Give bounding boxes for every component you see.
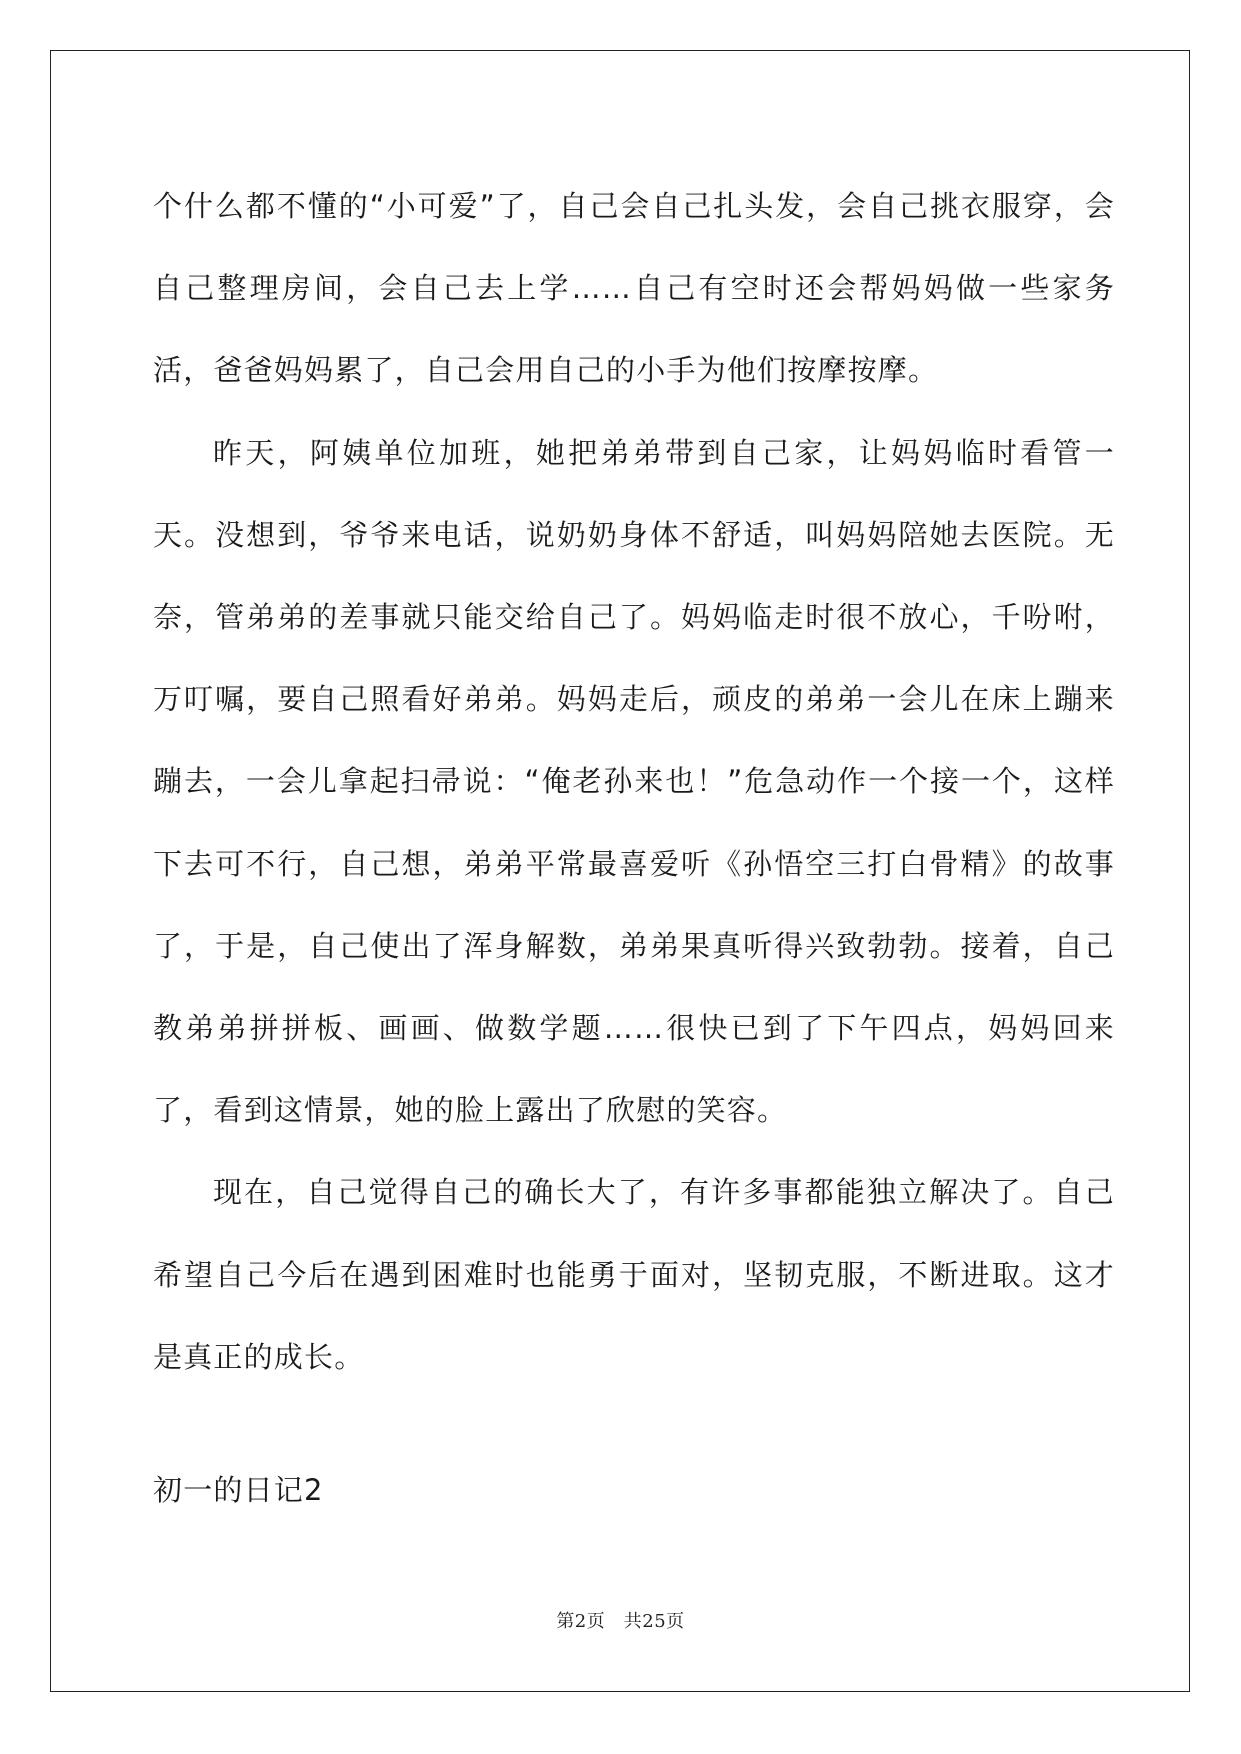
paragraph-3 xyxy=(153,1151,1115,1398)
section-title: 初一的日记2 xyxy=(153,1473,324,1507)
paragraph-line: 个什么都不懂的“小可爱”了，自己会自己扎头发，会自己挑衣服穿， xyxy=(153,189,1085,223)
paragraph-1 xyxy=(153,165,1115,412)
paragraph-line: 骨精》的故事了，于是，自己使出了浑身解数，弟弟果真听得兴致勃 xyxy=(153,846,1115,963)
document-body xyxy=(153,165,1115,1398)
paragraph-line: 天。没想到，爷爷来电话，说奶奶身体不舒适，叫妈妈陪她去医院。 xyxy=(153,517,1085,552)
paragraph-line: 一个，这样下去可不行，自己想，弟弟平常最喜爱听《孙悟空三打白 xyxy=(153,764,1115,881)
paragraph-2 xyxy=(153,412,1115,1152)
paragraph-line: 己希望自己今后在遇到困难时也能勇于面对，坚韧克服，不断进取。 xyxy=(153,1175,1115,1292)
page-footer: 第2页 共25页 xyxy=(556,1611,685,1632)
paragraph-line: 这才是真正的成长。 xyxy=(153,1257,1115,1374)
paragraph-line: 勃。接着，自己教弟弟拼拼板、画画、做数学题……很快已到了下午 xyxy=(153,928,1115,1046)
paragraph-line: 四点，妈妈回来了，看到这情景，她的脸上露出了欣慰的笑容。 xyxy=(153,1011,1115,1128)
paragraph-line: 务活，爸爸妈妈累了，自己会用自己的小手为他们按摩按摩。 xyxy=(153,271,1115,388)
paragraph-line: 现在，自己觉得自己的确长大了，有许多事都能独立解决了。自 xyxy=(213,1175,1085,1210)
paragraph-line: 上蹦来蹦去，一会儿拿起扫帚说：“俺老孙来也！”危急动作一个接 xyxy=(153,682,1115,799)
paragraph-line: 会自己整理房间，会自己去上学……自己有空时还会帮妈妈做一些家 xyxy=(153,189,1115,306)
paragraph-line: 昨天，阿姨单位加班，她把弟弟带到自己家，让妈妈临时看管一 xyxy=(213,435,1115,470)
paragraph-line: 无奈，管弟弟的差事就只能交给自己了。妈妈临走时很不放心，千吩 xyxy=(153,517,1115,635)
paragraph-line: 咐，万叮嘱，要自己照看好弟弟。妈妈走后，顽皮的弟弟一会儿在床 xyxy=(153,600,1115,717)
